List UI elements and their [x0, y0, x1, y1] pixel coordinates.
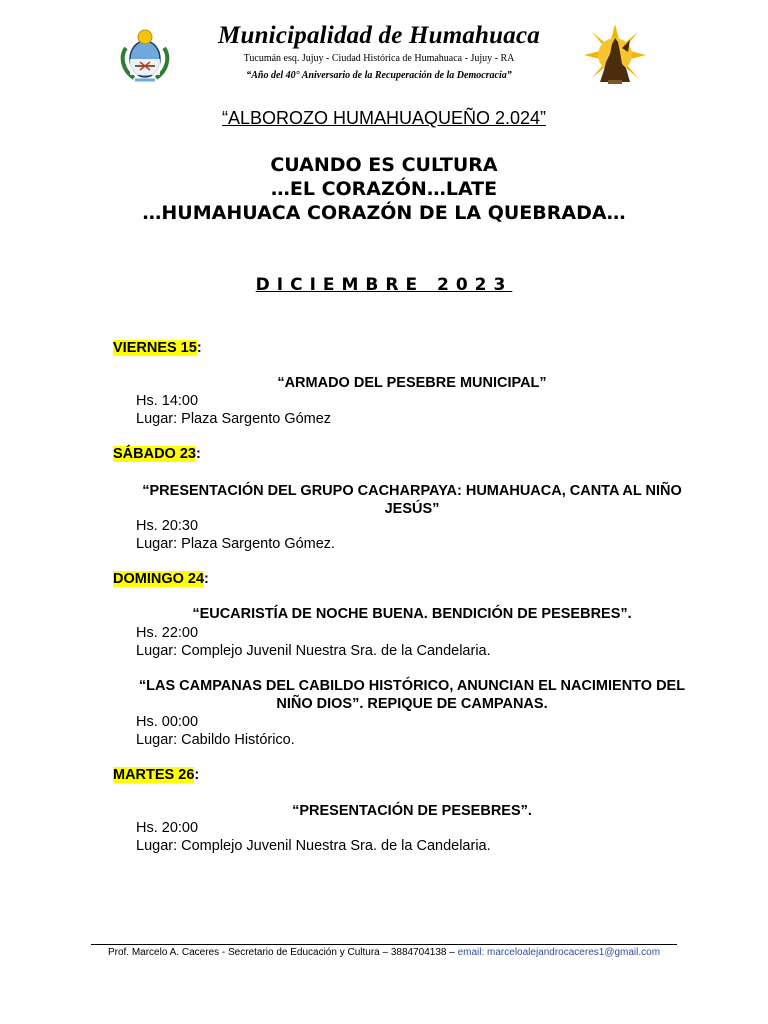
slogan: [0, 153, 768, 225]
slogan-line: …HUMAHUACA CORAZÓN DE LA QUEBRADA…: [142, 202, 626, 224]
year-motto: “Año del 40° Aniversario de la Recuperación de la Democracia”: [246, 70, 512, 81]
slogan-line: CUANDO ES CULTURA: [270, 154, 498, 176]
event-name: “ALBOROZO HUMAHUAQUEÑO 2.024”: [221, 108, 547, 128]
municipality-address: Tucumán esq. Jujuy - Ciudad Histórica de Humahuaca - Jujuy - RA: [243, 53, 515, 64]
sun-monument-logo-icon: [582, 22, 648, 88]
day-label: DOMINGO 24: [113, 571, 205, 587]
month-heading: [0, 274, 768, 296]
day-label: SÁBADO 23: [113, 446, 196, 462]
activity-title: “PRESENTACIÓN DE PESEBRES”.: [292, 803, 532, 819]
footer-signature: Prof. Marcelo A. Caceres - Secretario de Educación y Cultura – 3884704138 –: [107, 947, 458, 958]
day-label: MARTES 26: [113, 767, 195, 783]
activity-title: “ARMADO DEL PESEBRE MUNICIPAL”: [277, 375, 547, 391]
day-heading: MARTES 26:: [113, 767, 200, 783]
activity-time: Hs. 20:30: [136, 518, 199, 534]
day-heading: DOMINGO 24:: [113, 571, 209, 587]
activity-place: Lugar: Plaza Sargento Gómez: [136, 411, 332, 427]
activity-place: Lugar: Cabildo Histórico.: [136, 732, 295, 748]
activity-time: Hs. 22:00: [136, 625, 199, 641]
activity-time: Hs. 20:00: [136, 820, 199, 836]
municipality-title: Municipalidad de Humahuaca: [218, 22, 540, 49]
footer: [0, 947, 768, 959]
activity-place: Lugar: Complejo Juvenil Nuestra Sra. de la Candelaria.: [136, 643, 491, 659]
activity-title: “LAS CAMPANAS DEL CABILDO HISTÓRICO, ANUNCIAN EL NACIMIENTO DEL NIÑO DIOS”. REPIQUE DE CAMPANAS.: [138, 678, 686, 712]
activity-title: “EUCARISTÍA DE NOCHE BUENA. BENDICIÓN DE PESEBRES”.: [192, 606, 632, 622]
month-label: DICIEMBRE 2023: [255, 275, 513, 295]
activity-title: “PRESENTACIÓN DEL GRUPO CACHARPAYA: HUMAHUACA, CANTA AL NIÑO JESÚS”: [142, 483, 682, 517]
activity-place: Lugar: Plaza Sargento Gómez.: [136, 536, 336, 552]
activity-time: Hs. 14:00: [136, 393, 199, 409]
day-heading: SÁBADO 23:: [113, 446, 201, 462]
activity-place: Lugar: Complejo Juvenil Nuestra Sra. de la Candelaria.: [136, 838, 491, 854]
activity-time: Hs. 00:00: [136, 714, 199, 730]
letterhead: [118, 22, 650, 88]
day-label: VIERNES 15: [113, 340, 197, 356]
day-heading: VIERNES 15:: [113, 340, 202, 356]
footer-email-link[interactable]: email: marceloalejandrocaceres1@gmail.com: [457, 947, 661, 958]
slogan-line: …EL CORAZÓN…LATE: [270, 178, 498, 200]
jujuy-coat-of-arms-icon: [120, 26, 170, 84]
footer-divider: [91, 944, 677, 945]
